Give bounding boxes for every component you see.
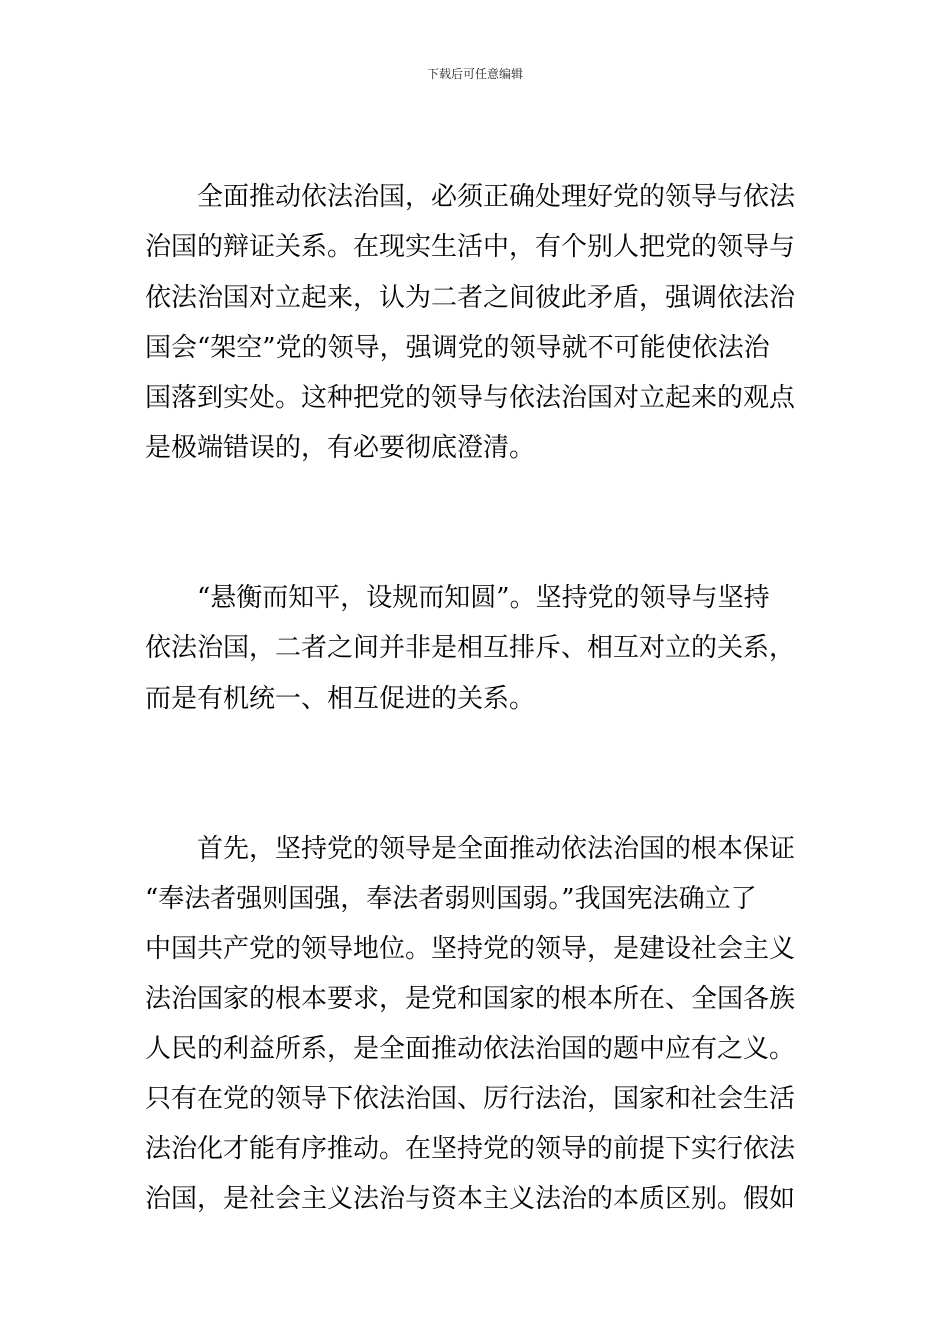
paragraph-3-line-7: 法治化才能有序推动。在坚持党的领导的前提下实行依法 [145, 1134, 796, 1164]
paragraph-1-line-6: 是极端错误的，有必要彻底澄清。 [145, 433, 536, 463]
paragraph-1-line-1: 全面推动依法治国，必须正确处理好党的领导与依法 [197, 182, 796, 212]
paragraph-2-line-2: 依法治国，二者之间并非是相互排斥、相互对立的关系， [145, 633, 796, 663]
paragraph-3-line-4: 法治国家的根本要求，是党和国家的根本所在、全国各族 [145, 984, 796, 1014]
paragraph-1-line-4: 国会“架空”党的领导，强调党的领导就不可能使依法治 [145, 333, 770, 363]
paragraph-3-line-5: 人民的利益所系，是全面推动依法治国的题中应有之义。 [145, 1034, 796, 1064]
paragraph-3-line-3: 中国共产党的领导地位。坚持党的领导，是建设社会主义 [145, 934, 796, 964]
paragraph-3-line-6: 只有在党的领导下依法治国、厉行法治，国家和社会生活 [145, 1084, 796, 1114]
paragraph-1-line-2: 治国的辩证关系。在现实生活中，有个别人把党的领导与 [145, 232, 796, 262]
paragraph-3-line-2: “奉法者强则国强，奉法者弱则国弱。”我国宪法确立了 [145, 884, 757, 914]
paragraph-1-line-3: 依法治国对立起来，认为二者之间彼此矛盾，强调依法治 [145, 283, 796, 313]
paragraph-2-line-3: 而是有机统一、相互促进的关系。 [145, 684, 536, 714]
paragraph-2-line-1: “悬衡而知平，设规而知圆”。坚持党的领导与坚持 [197, 583, 770, 613]
paragraph-3-line-1: 首先，坚持党的领导是全面推动依法治国的根本保证 [197, 834, 796, 864]
paragraph-3-line-8: 治国，是社会主义法治与资本主义法治的本质区别。假如 [145, 1184, 796, 1214]
page-header: 下载后可任意编辑 [426, 67, 523, 81]
paragraph-1-line-5: 国落到实处。这种把党的领导与依法治国对立起来的观点 [145, 383, 796, 413]
